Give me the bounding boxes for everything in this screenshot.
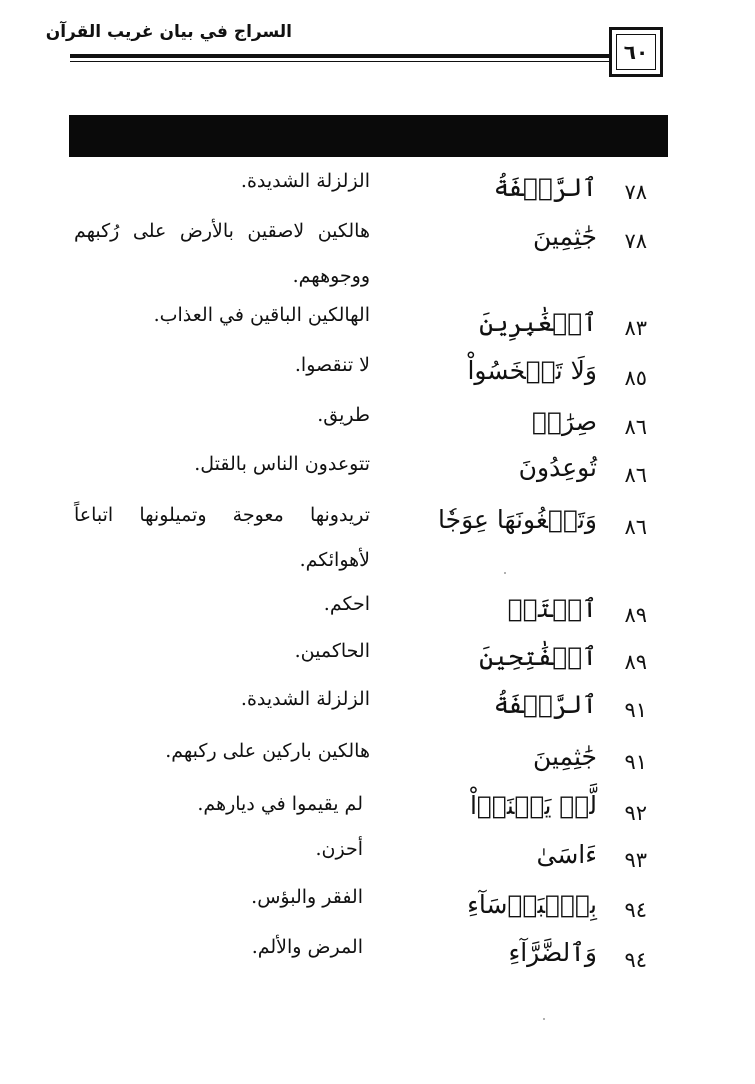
quran-word: تُوعِدُونَ: [518, 453, 597, 482]
verse-number: ٧٨: [624, 229, 647, 253]
verse-number: ٧٨: [624, 180, 647, 204]
scan-speck: [543, 1018, 545, 1020]
verse-number: ٩١: [624, 750, 647, 774]
verse-number: ٩١: [624, 698, 647, 722]
verse-number: ٩٤: [624, 898, 647, 922]
quran-word: وَتَبۡغُونَهَا عِوَجٗا: [438, 505, 597, 534]
word-meaning: طريق.: [317, 404, 370, 426]
verse-number: ٩٢: [624, 801, 647, 825]
word-meaning: الفقر والبؤس.: [251, 886, 363, 908]
quran-word: جَٰثِمِينَ: [532, 742, 597, 771]
scan-speck: [504, 572, 506, 574]
quran-word: ٱلرَّجۡفَةُ: [493, 690, 597, 719]
verse-number: ٨٦: [624, 515, 647, 539]
quran-word: ٱفۡتَحۡ: [507, 594, 597, 623]
word-meaning: الزلزلة الشديدة.: [240, 170, 370, 192]
verse-number: ٨٦: [624, 463, 647, 487]
word-meaning: تريدونها معوجة وتميلونها اتباعاً لأهوائكم.: [74, 504, 370, 571]
quran-word: صِرَٰطٖ: [531, 407, 597, 436]
quran-word: ٱلۡفَٰتِحِينَ: [479, 642, 597, 671]
word-meaning: هالكين باركين على ركبهم.: [165, 740, 370, 762]
quran-word: جَٰثِمِينَ: [532, 222, 597, 251]
quran-word: لَّمۡ يَغۡنَوۡاْ: [469, 791, 597, 820]
word-meaning: الهالكين الباقين في العذاب.: [153, 304, 370, 326]
word-meaning: لم يقيموا في ديارهم.: [197, 793, 363, 815]
quran-word: ٱلرَّجۡفَةُ: [493, 173, 597, 202]
verse-number: ٨٥: [624, 366, 647, 390]
quran-word: ٱلۡغَٰبِرِينَ: [479, 308, 597, 337]
word-meaning: احكم.: [323, 593, 370, 615]
word-meaning: أحزن.: [315, 838, 363, 860]
quran-word: وَٱلضَّرَّآءِ: [508, 938, 597, 967]
quran-word: وَلَا تَبۡخَسُواْ: [467, 356, 597, 385]
verse-number: ٩٣: [624, 848, 647, 872]
book-title: السراج في بيان غريب القرآن: [45, 22, 292, 42]
word-meaning: الحاكمين.: [294, 640, 370, 662]
verse-number: ٨٩: [624, 603, 647, 627]
verse-number: ٩٤: [624, 948, 647, 972]
verse-number: ٨٣: [624, 316, 647, 340]
word-meaning: الزلزلة الشديدة.: [240, 688, 370, 710]
verse-number: ٨٦: [624, 415, 647, 439]
quran-word: بِٱلۡبَأۡسَآءِ: [467, 890, 597, 919]
quran-word: ءَاسَىٰ: [536, 840, 597, 869]
verse-number: ٨٩: [624, 650, 647, 674]
word-meaning: لا تنقصوا.: [294, 354, 370, 376]
word-meaning: تتوعدون الناس بالقتل.: [194, 453, 370, 475]
word-meaning: المرض والألم.: [251, 936, 363, 958]
page-number: ٦٠: [623, 40, 649, 64]
word-meaning: هالكين لاصقين بالأرض على رُكبهم ووجوههم.: [74, 220, 370, 287]
